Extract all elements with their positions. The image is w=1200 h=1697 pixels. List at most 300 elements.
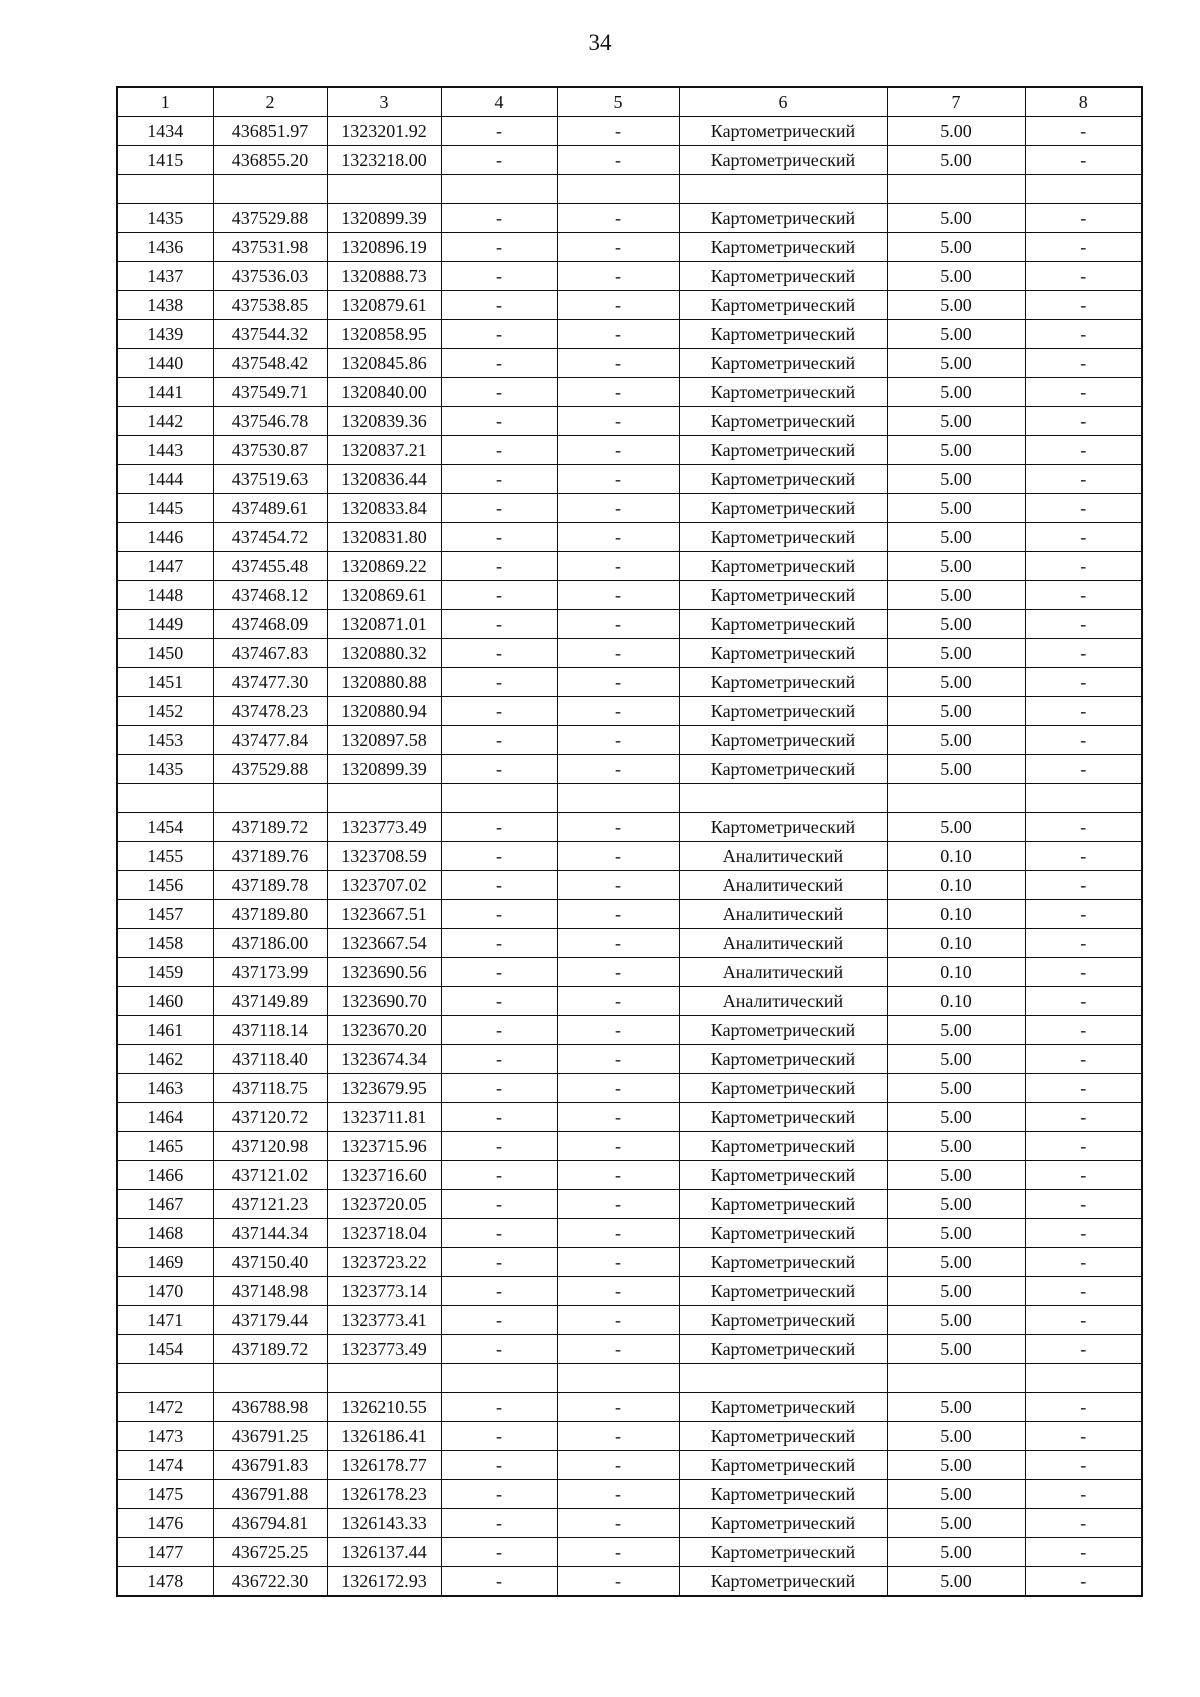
table-row [117,552,1142,581]
table-cell: - [557,320,679,349]
table-cell: 437519.63 [213,465,327,494]
table-cell: 1323716.60 [327,1161,441,1190]
table-cell: - [441,1277,557,1306]
table-cell: - [1025,146,1142,175]
table-cell: 1415 [117,146,213,175]
table-cell: - [1025,1277,1142,1306]
table-cell: 1442 [117,407,213,436]
table-cell: 1320840.00 [327,378,441,407]
table-cell: 1320831.80 [327,523,441,552]
table-cell: 1441 [117,378,213,407]
table-cell: Картометрический [679,1277,887,1306]
table-cell: - [1025,465,1142,494]
table-cell: 1449 [117,610,213,639]
table-cell: Аналитический [679,929,887,958]
table-cell: - [557,494,679,523]
column-header: 6 [679,87,887,117]
empty-cell [327,784,441,813]
table-cell: Картометрический [679,1451,887,1480]
table-row [117,987,1142,1016]
empty-cell [679,175,887,204]
table-cell: - [441,581,557,610]
table-cell: 1472 [117,1393,213,1422]
table-cell: 1320897.58 [327,726,441,755]
table-cell: 1439 [117,320,213,349]
table-cell: 437189.80 [213,900,327,929]
table-cell: 1435 [117,755,213,784]
table-cell: - [1025,291,1142,320]
table-cell: 1455 [117,842,213,871]
table-cell: 1323711.81 [327,1103,441,1132]
table-cell: - [557,1306,679,1335]
table-row [117,262,1142,291]
table-cell: 1323218.00 [327,146,441,175]
table-cell: Картометрический [679,117,887,146]
table-cell: 5.00 [887,1538,1025,1567]
table-cell: 437189.78 [213,871,327,900]
table-cell: - [441,1016,557,1045]
table-cell: 436788.98 [213,1393,327,1422]
table-body [117,117,1142,1597]
table-cell: - [1025,1422,1142,1451]
table-cell: Картометрический [679,378,887,407]
table-cell: Аналитический [679,871,887,900]
table-cell: - [1025,552,1142,581]
table-cell: Картометрический [679,436,887,465]
table-cell: - [1025,523,1142,552]
table-cell: 1448 [117,581,213,610]
table-cell: 5.00 [887,755,1025,784]
table-cell: - [557,407,679,436]
table-cell: 5.00 [887,552,1025,581]
table-cell: 5.00 [887,1161,1025,1190]
table-cell: - [1025,1451,1142,1480]
table-cell: 1326210.55 [327,1393,441,1422]
table-cell: 1478 [117,1567,213,1597]
table-cell: 1326178.77 [327,1451,441,1480]
table-cell: 5.00 [887,1132,1025,1161]
table-cell: - [557,1422,679,1451]
table-cell: Картометрический [679,639,887,668]
empty-cell [557,784,679,813]
table-cell: - [557,1103,679,1132]
table-cell: 5.00 [887,146,1025,175]
table-cell: 1323667.54 [327,929,441,958]
table-row [117,1277,1142,1306]
table-cell: 1451 [117,668,213,697]
table-cell: 437477.84 [213,726,327,755]
table-cell: - [441,465,557,494]
table-cell: - [441,204,557,233]
column-header: 3 [327,87,441,117]
table-cell: - [441,1248,557,1277]
table-cell: 436722.30 [213,1567,327,1597]
table-row [117,755,1142,784]
table-cell: - [441,726,557,755]
table-row [117,871,1142,900]
table-cell: Картометрический [679,1335,887,1364]
table-cell: Картометрический [679,1393,887,1422]
table-cell: - [557,552,679,581]
table-cell: 1446 [117,523,213,552]
table-cell: 1440 [117,349,213,378]
table-cell: 436794.81 [213,1509,327,1538]
table-cell: 1434 [117,117,213,146]
table-cell: 1471 [117,1306,213,1335]
table-cell: - [441,813,557,842]
table-row [117,320,1142,349]
table-cell: 0.10 [887,842,1025,871]
empty-cell [557,1364,679,1393]
table-cell: Картометрический [679,1538,887,1567]
table-cell: - [441,320,557,349]
table-cell: 1323715.96 [327,1132,441,1161]
table-cell: 5.00 [887,1248,1025,1277]
table-cell: 5.00 [887,436,1025,465]
table-cell: 437531.98 [213,233,327,262]
table-cell: - [1025,1538,1142,1567]
table-cell: - [441,1219,557,1248]
table-cell: - [557,987,679,1016]
table-cell: 5.00 [887,1074,1025,1103]
table-cell: - [441,233,557,262]
empty-cell [1025,784,1142,813]
table-cell: Картометрический [679,581,887,610]
table-cell: 1470 [117,1277,213,1306]
table-cell: 436791.88 [213,1480,327,1509]
table-cell: - [557,1248,679,1277]
table-cell: 1474 [117,1451,213,1480]
table-cell: 1466 [117,1161,213,1190]
table-cell: Картометрический [679,755,887,784]
table-cell: - [1025,581,1142,610]
table-cell: 1323773.49 [327,1335,441,1364]
table-cell: - [557,900,679,929]
table-cell: - [557,378,679,407]
table-cell: - [557,465,679,494]
table-row [117,581,1142,610]
table-cell: 1326172.93 [327,1567,441,1597]
table-cell: 1436 [117,233,213,262]
table-cell: 5.00 [887,117,1025,146]
table-cell: 437118.40 [213,1045,327,1074]
table-row [117,1016,1142,1045]
table-cell: 1326143.33 [327,1509,441,1538]
table-cell: Картометрический [679,349,887,378]
table-cell: 1320858.95 [327,320,441,349]
table-cell: Картометрический [679,726,887,755]
table-cell: 437468.12 [213,581,327,610]
column-header: 8 [1025,87,1142,117]
table-cell: - [441,1132,557,1161]
table-cell: - [557,1509,679,1538]
table-cell: - [1025,494,1142,523]
table-row [117,378,1142,407]
table-cell: - [557,755,679,784]
table-cell: 437454.72 [213,523,327,552]
table-cell: - [441,1335,557,1364]
table-cell: - [557,697,679,726]
table-cell: 1320871.01 [327,610,441,639]
empty-cell [887,175,1025,204]
table-cell: 5.00 [887,1480,1025,1509]
table-cell: 1461 [117,1016,213,1045]
table-cell: - [1025,1016,1142,1045]
table-cell: Картометрический [679,523,887,552]
table-row [117,1306,1142,1335]
empty-cell [441,175,557,204]
table-cell: - [441,900,557,929]
table-cell: 1323773.49 [327,813,441,842]
table-cell: - [441,1422,557,1451]
table-row [117,1480,1142,1509]
table-cell: 437118.75 [213,1074,327,1103]
table-cell: - [441,146,557,175]
table-cell: 1320833.84 [327,494,441,523]
table-cell: 437186.00 [213,929,327,958]
table-row [117,204,1142,233]
table-cell: - [557,813,679,842]
table-cell: 437150.40 [213,1248,327,1277]
table-cell: 1473 [117,1422,213,1451]
empty-cell [887,784,1025,813]
table-cell: - [557,1016,679,1045]
empty-cell [117,175,213,204]
table-cell: 1320880.32 [327,639,441,668]
table-cell: - [441,349,557,378]
table-row [117,1132,1142,1161]
table-cell: 1435 [117,204,213,233]
table-row [117,1538,1142,1567]
table-cell: - [1025,668,1142,697]
table-cell: 1444 [117,465,213,494]
table-cell: - [441,1538,557,1567]
table-cell: - [557,842,679,871]
table-cell: 1320896.19 [327,233,441,262]
table-cell: - [441,1161,557,1190]
table-cell: 5.00 [887,523,1025,552]
table-cell: Картометрический [679,1132,887,1161]
table-cell: - [1025,813,1142,842]
table-cell: 1320888.73 [327,262,441,291]
table-cell: 437538.85 [213,291,327,320]
table-cell: 5.00 [887,349,1025,378]
table-cell: 5.00 [887,204,1025,233]
table-cell: 1447 [117,552,213,581]
table-cell: 437548.42 [213,349,327,378]
table-cell: 0.10 [887,929,1025,958]
table-cell: 1323707.02 [327,871,441,900]
table-cell: 437179.44 [213,1306,327,1335]
table-cell: - [1025,349,1142,378]
table-cell: - [557,1045,679,1074]
table-cell: 5.00 [887,726,1025,755]
table-row [117,639,1142,668]
table-cell: 1323674.34 [327,1045,441,1074]
table-cell: 5.00 [887,1509,1025,1538]
page-number: 34 [588,30,612,55]
table-cell: 1320879.61 [327,291,441,320]
table-cell: 1454 [117,1335,213,1364]
table-cell: 1462 [117,1045,213,1074]
table-cell: 1320869.61 [327,581,441,610]
table-cell: 437189.72 [213,1335,327,1364]
table-cell: - [1025,697,1142,726]
empty-cell [441,784,557,813]
table-cell: Картометрический [679,320,887,349]
table-row [117,1074,1142,1103]
table-cell: - [557,1190,679,1219]
table-cell: 5.00 [887,465,1025,494]
table-cell: 437148.98 [213,1277,327,1306]
table-cell: - [557,436,679,465]
table-cell: - [441,697,557,726]
table-cell: - [557,929,679,958]
empty-cell [1025,1364,1142,1393]
empty-cell [327,1364,441,1393]
empty-cell [213,784,327,813]
table-cell: 1438 [117,291,213,320]
empty-cell [117,784,213,813]
table-cell: 437120.72 [213,1103,327,1132]
table-cell: - [1025,987,1142,1016]
table-cell: 5.00 [887,1016,1025,1045]
table-row [117,146,1142,175]
table-cell: 5.00 [887,610,1025,639]
table-cell: 5.00 [887,378,1025,407]
table-cell: 437530.87 [213,436,327,465]
table-cell: Аналитический [679,842,887,871]
table-cell: Картометрический [679,1567,887,1597]
table-cell: 436725.25 [213,1538,327,1567]
table-cell: 1323690.70 [327,987,441,1016]
table-cell: 5.00 [887,291,1025,320]
table-cell: - [1025,1393,1142,1422]
table-cell: - [441,958,557,987]
table-cell: 5.00 [887,1277,1025,1306]
table-cell: Картометрический [679,204,887,233]
table-cell: 1320880.94 [327,697,441,726]
table-cell: 1464 [117,1103,213,1132]
table-cell: - [557,523,679,552]
table-row [117,1509,1142,1538]
table-cell: Картометрический [679,1045,887,1074]
table-cell: - [1025,407,1142,436]
table-cell: 1320899.39 [327,755,441,784]
table-cell: - [441,987,557,1016]
table-cell: - [1025,610,1142,639]
table-cell: 0.10 [887,958,1025,987]
table-cell: 1323667.51 [327,900,441,929]
empty-cell [327,175,441,204]
table-cell: Картометрический [679,668,887,697]
table-cell: - [1025,871,1142,900]
table-cell: - [557,1219,679,1248]
table-cell: 1450 [117,639,213,668]
table-cell: 1323773.41 [327,1306,441,1335]
table-cell: 1437 [117,262,213,291]
table-cell: 1323690.56 [327,958,441,987]
table-row [117,697,1142,726]
table-cell: 437120.98 [213,1132,327,1161]
table-cell: 0.10 [887,987,1025,1016]
table-cell: - [441,668,557,697]
coordinates-table [116,86,1143,1597]
table-row [117,494,1142,523]
empty-cell [213,1364,327,1393]
table-row [117,958,1142,987]
table-cell: - [1025,262,1142,291]
table-cell: - [441,262,557,291]
table-cell: - [557,1132,679,1161]
table-cell: 437455.48 [213,552,327,581]
table-cell: - [441,117,557,146]
table-row [117,349,1142,378]
table-cell: 5.00 [887,581,1025,610]
table-cell: - [1025,755,1142,784]
empty-cell [1025,175,1142,204]
table-cell: - [557,1480,679,1509]
table-cell: - [1025,1190,1142,1219]
table-cell: 1326178.23 [327,1480,441,1509]
table-cell: 5.00 [887,1219,1025,1248]
empty-cell [557,175,679,204]
table-cell: Картометрический [679,1190,887,1219]
table-cell: Картометрический [679,494,887,523]
table-row [117,1248,1142,1277]
table-cell: 437529.88 [213,755,327,784]
table-cell: 437189.76 [213,842,327,871]
table-cell: 5.00 [887,1103,1025,1132]
table-cell: - [441,1306,557,1335]
table-cell: 1323723.22 [327,1248,441,1277]
table-cell: 5.00 [887,1190,1025,1219]
table-cell: 1323718.04 [327,1219,441,1248]
table-cell: - [1025,1509,1142,1538]
table-cell: 5.00 [887,668,1025,697]
table-cell: - [1025,436,1142,465]
table-cell: - [557,1277,679,1306]
table-cell: - [1025,929,1142,958]
column-header: 5 [557,87,679,117]
table-cell: - [1025,726,1142,755]
table-row [117,842,1142,871]
table-cell: 1323773.14 [327,1277,441,1306]
table-row [117,117,1142,146]
table-cell: Картометрический [679,465,887,494]
table-cell: 5.00 [887,407,1025,436]
table-cell: 1320845.86 [327,349,441,378]
table-cell: - [1025,1074,1142,1103]
column-header: 2 [213,87,327,117]
table-cell: 437489.61 [213,494,327,523]
table-cell: - [441,1045,557,1074]
table-cell: 1469 [117,1248,213,1277]
empty-cell [117,1364,213,1393]
table-cell: 437549.71 [213,378,327,407]
table-cell: 437536.03 [213,262,327,291]
table-cell: - [441,610,557,639]
table-cell: 5.00 [887,697,1025,726]
table-cell: 1323679.95 [327,1074,441,1103]
table-cell: Картометрический [679,813,887,842]
table-cell: - [441,929,557,958]
table-cell: - [1025,639,1142,668]
table-cell: 1320880.88 [327,668,441,697]
table-cell: 5.00 [887,1567,1025,1597]
table-cell: 1326137.44 [327,1538,441,1567]
table-cell: 436791.25 [213,1422,327,1451]
